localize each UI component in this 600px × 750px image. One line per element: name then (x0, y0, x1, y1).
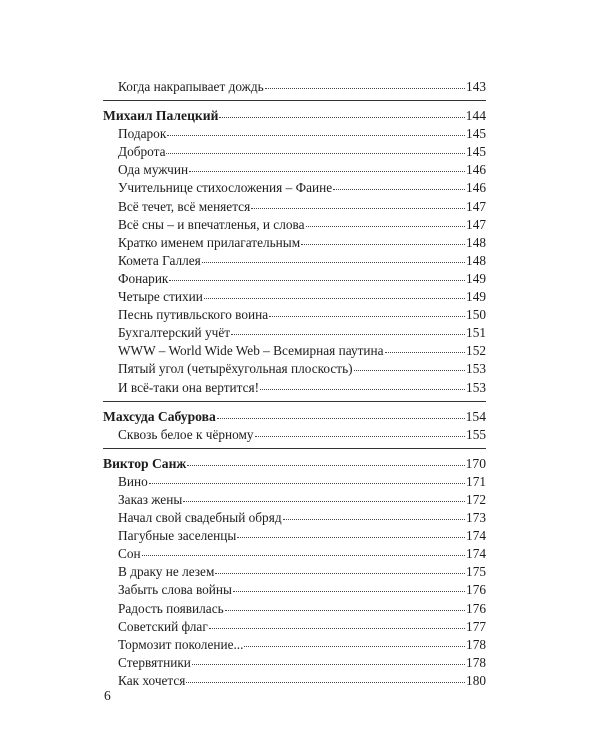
toc-entry (103, 198, 486, 216)
toc-entry (103, 654, 486, 672)
dot-leader (149, 483, 465, 484)
toc-entry (103, 491, 486, 509)
toc-author-page: 144 (465, 108, 486, 124)
toc-entry (103, 636, 486, 654)
dot-leader (202, 262, 465, 263)
toc-entry-title: Песнь путивльского воина (118, 307, 269, 323)
toc-entry-title: Тормозит поколение... (118, 636, 244, 652)
toc-entry (103, 527, 486, 545)
toc-entry (103, 672, 486, 690)
toc-entry (103, 342, 486, 360)
dot-leader (209, 628, 465, 629)
toc-entry-page: 152 (466, 343, 486, 359)
toc-entry (103, 618, 486, 636)
toc-entry-title: Начал свой свадебный обряд (118, 510, 282, 526)
toc-entry-title: Радость появилась (118, 600, 224, 616)
dot-leader (217, 418, 465, 419)
toc-entry-title: Ода мужчин (118, 162, 189, 178)
toc-entry-title: Учительнице стихосложения – Фаине (118, 180, 333, 196)
dot-leader (166, 153, 465, 154)
toc-entry (103, 78, 486, 96)
toc-entry-page: 147 (466, 216, 486, 232)
toc-entry-title: Фонарик (118, 270, 169, 286)
toc-entry-title: Когда накрапывает дождь (118, 79, 264, 94)
toc-entry-page: 177 (466, 618, 486, 634)
dot-leader (169, 280, 465, 281)
toc-entry (103, 252, 486, 270)
toc-entry-page: 148 (466, 252, 486, 268)
toc-entry-page: 155 (466, 426, 486, 442)
toc-entry-page: 150 (466, 307, 486, 323)
toc-entry-page: 145 (466, 126, 486, 142)
toc-entry-title: Заказ жены (118, 491, 183, 507)
toc-entry (103, 473, 486, 491)
dot-leader (142, 555, 465, 556)
dot-leader (306, 226, 466, 227)
toc-entry-title: Пятый угол (четырёхугольная плоскость) (118, 361, 353, 377)
toc-entry-page: 146 (466, 162, 486, 178)
toc-entry-page: 178 (466, 654, 486, 670)
table-of-contents (103, 78, 486, 690)
toc-entry (103, 234, 486, 252)
toc-entry (103, 379, 486, 397)
toc-entry (103, 125, 486, 143)
toc-entry-page: 176 (466, 600, 486, 616)
dot-leader (225, 610, 465, 611)
dot-leader (204, 298, 465, 299)
toc-entry-page: 146 (466, 180, 486, 196)
toc-entry (103, 563, 486, 581)
dot-leader (167, 135, 465, 136)
toc-entry-title: Четыре стихии (118, 289, 203, 305)
dot-leader (265, 88, 465, 89)
dot-leader (187, 465, 464, 466)
toc-entry (103, 545, 486, 563)
toc-author-page: 170 (465, 455, 486, 471)
dot-leader (233, 591, 465, 592)
toc-entry-page: 174 (466, 546, 486, 562)
toc-entry-title: Советский флаг (118, 618, 208, 634)
toc-entry (103, 324, 486, 342)
toc-entry-page: 171 (466, 473, 486, 489)
toc-entry-title: Комета Галлея (118, 252, 201, 268)
toc-entry-title: WWW – World Wide Web – Всемирная паутина (118, 343, 384, 359)
dot-leader (192, 664, 465, 665)
toc-entry-title: Вино (118, 473, 148, 489)
toc-entry (103, 288, 486, 306)
toc-entry-title: Всё течет, всё меняется (118, 198, 251, 214)
toc-author-title: Виктор Санж (103, 455, 187, 471)
toc-entry-title: Бухгалтерский учёт (118, 325, 231, 341)
dot-leader (219, 117, 464, 118)
toc-entry-title: Как хочется (118, 672, 186, 688)
toc-entry-title: Подарок (118, 126, 167, 142)
toc-entry-page: 148 (466, 234, 486, 250)
toc-entry (103, 161, 486, 179)
toc-entry-page: 172 (466, 491, 486, 507)
toc-entry (103, 600, 486, 618)
toc-entry-page: 175 (466, 564, 486, 580)
toc-author (103, 107, 486, 125)
toc-entry (103, 179, 486, 197)
toc-entry (103, 143, 486, 161)
toc-entry-page: 149 (466, 289, 486, 305)
toc-entry (103, 360, 486, 378)
toc-entry-page: 153 (466, 379, 486, 395)
toc-author-page: 154 (465, 408, 486, 424)
toc-entry-page: 145 (466, 144, 486, 160)
dot-leader (260, 389, 465, 390)
toc-entry (103, 509, 486, 527)
dot-leader (269, 316, 465, 317)
toc-entry-page: 173 (466, 510, 486, 526)
dot-leader (354, 370, 465, 371)
toc-entry-title: Стервятники (118, 654, 191, 670)
toc-entry-title: Кратко именем прилагательным (118, 234, 301, 250)
toc-entry (103, 581, 486, 599)
toc-entry (103, 270, 486, 288)
dot-leader (255, 436, 465, 437)
toc-author-title: Махсуда Сабурова (103, 408, 216, 424)
toc-entry-title: Доброта (118, 144, 166, 160)
toc-entry (103, 216, 486, 234)
toc-entry-title: Сквозь белое к чёрному (118, 426, 254, 442)
toc-author-title: Михаил Палецкий (103, 108, 219, 124)
toc-entry-page: 178 (466, 636, 486, 652)
dot-leader (301, 244, 465, 245)
toc-entry-title: Пагубные заселенцы (118, 528, 237, 544)
dot-leader (244, 646, 465, 647)
toc-entry-page: 143 (466, 79, 486, 94)
toc-entry-page: 151 (466, 325, 486, 341)
toc-entry-page: 149 (466, 270, 486, 286)
toc-author (103, 455, 486, 473)
toc-entry-title: В драку не лезем (118, 564, 215, 580)
section-divider (103, 401, 486, 402)
dot-leader (283, 519, 465, 520)
dot-leader (385, 352, 466, 353)
dot-leader (333, 189, 465, 190)
dot-leader (231, 334, 465, 335)
toc-entry-title: Забыть слова войны (118, 582, 232, 598)
toc-entry-page: 176 (466, 582, 486, 598)
dot-leader (237, 537, 465, 538)
toc-entry-page: 153 (466, 361, 486, 377)
section-divider (103, 100, 486, 101)
toc-entry-title: Сон (118, 546, 141, 562)
toc-entry (103, 306, 486, 324)
toc-entry-page: 174 (466, 528, 486, 544)
dot-leader (215, 573, 465, 574)
dot-leader (186, 682, 465, 683)
dot-leader (189, 171, 465, 172)
toc-entry-page: 147 (466, 198, 486, 214)
toc-entry-title: Всё сны – и впечатленья, и слова (118, 216, 305, 232)
dot-leader (251, 208, 465, 209)
toc-entry-page: 180 (466, 672, 486, 688)
toc-entry (103, 426, 486, 444)
toc-author (103, 408, 486, 426)
toc-entry-title: И всё-таки она вертится! (118, 379, 260, 395)
section-divider (103, 448, 486, 449)
dot-leader (183, 501, 465, 502)
page-number: 6 (104, 688, 111, 703)
